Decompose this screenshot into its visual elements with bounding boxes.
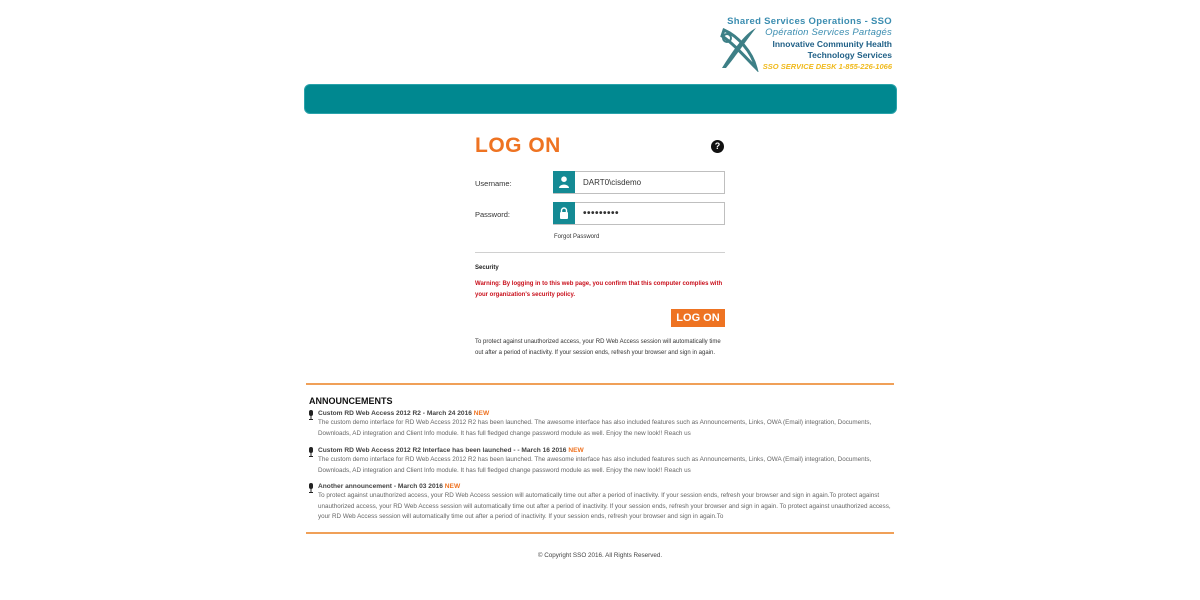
announcement-heading — [318, 409, 893, 418]
branding-line-3: Innovative Community Health — [772, 38, 892, 49]
announcements-top-divider — [306, 383, 894, 385]
announcement-heading-text: Custom RD Web Access 2012 R2 - March 24 2016 — [318, 410, 472, 417]
announcement-heading-text: Custom RD Web Access 2012 R2 Interface has been launched - - March 16 2016 — [318, 447, 567, 454]
page-title: LOG ON — [475, 134, 561, 157]
microphone-icon — [308, 410, 314, 420]
announcement-body: To protect against unauthorized access, your RD Web Access session will automatically time out after a period of inactivity. If your session ends, refresh your browser and sign in again.To protect against unauthorized access, your RD Web Access session will automatically time out after a period of inactivity. If your session ends, refresh your browser and sign in again. To protect against unauthorized access, your RD Web Access session will automatically time out after a period of inactivity. If your session ends, refresh your browser and sign in again.To — [318, 492, 891, 520]
branding-line-2: Opération Services Partagés — [765, 27, 892, 39]
microphone-icon — [308, 447, 314, 457]
question-circle-icon[interactable]: ? — [711, 140, 724, 153]
username-field[interactable] — [553, 171, 725, 194]
branding-line-1: Shared Services Operations - SSO — [727, 16, 892, 27]
announcement-body: The custom demo interface for RD Web Access 2012 R2 has been launched. The awesome interface has also included features such as Announcements, Links, OWA (Email) integration, Documents, Downloads, AD integration and Client Info module. It has full fledged change password module as well. Enjoy the new look!! Reach us — [318, 456, 872, 474]
sso-logo — [716, 14, 896, 76]
announcements-bottom-divider — [306, 532, 894, 534]
forgot-password-link[interactable]: Forgot Password — [554, 234, 600, 240]
password-label: Password: — [475, 210, 511, 219]
session-timeout-note: To protect against unauthorized access, your RD Web Access session will automatically time out after a period of inactivity. If your session ends, refresh your browser and sign in again. — [475, 339, 721, 356]
announcements-title: ANNOUNCEMENTS — [309, 396, 393, 406]
branding-line-4: Technology Services — [807, 49, 892, 60]
announcement-heading — [318, 446, 893, 455]
password-field[interactable] — [553, 202, 725, 225]
announcement-item — [308, 482, 893, 523]
password-input[interactable] — [575, 204, 724, 224]
new-badge: NEW — [473, 410, 490, 417]
announcement-heading-text: Another announcement - March 03 2016 — [318, 483, 443, 490]
security-heading: Security — [475, 265, 499, 271]
announcement-body: The custom demo interface for RD Web Access 2012 R2 has been launched. The awesome interface has also included features such as Announcements, Links, OWA (Email) integration, Documents, Downloads, AD integration and Client Info module. It has full fledged change password module as well. Enjoy the new look!! Reach us — [318, 419, 872, 437]
announcement-item — [308, 446, 893, 476]
username-label: Username: — [475, 179, 512, 188]
microphone-icon — [308, 483, 314, 493]
announcement-item — [308, 409, 893, 439]
form-divider — [475, 252, 725, 253]
logon-button[interactable]: LOG ON — [671, 309, 725, 327]
copyright-footer: © Copyright SSO 2016. All Rights Reserved. — [537, 552, 663, 559]
header-banner — [304, 84, 897, 114]
branding-text — [727, 16, 892, 72]
lock-icon — [553, 202, 575, 224]
security-warning: Warning: By logging in to this web page, you confirm that this computer complies with your organization's security policy. — [475, 281, 723, 298]
username-input[interactable] — [575, 173, 724, 193]
new-badge: NEW — [444, 483, 461, 490]
new-badge: NEW — [568, 447, 584, 454]
announcement-heading — [318, 482, 893, 491]
service-desk-phone: SSO SERVICE DESK 1-855-226-1066 — [762, 62, 892, 72]
user-icon — [553, 171, 575, 193]
